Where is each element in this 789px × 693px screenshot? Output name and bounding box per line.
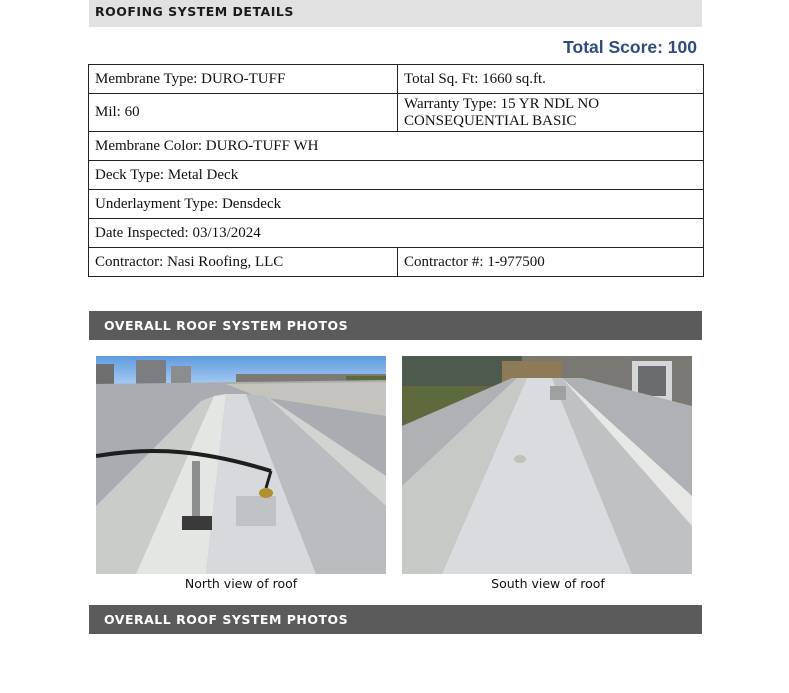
- total-sq-ft-cell: Total Sq. Ft: 1660 sq.ft.: [398, 65, 704, 94]
- total-score: Total Score: 100: [563, 37, 697, 57]
- table-row: [89, 161, 704, 190]
- date-inspected-cell: Date Inspected: 03/13/2024: [89, 219, 704, 248]
- mil-cell: Mil: 60: [89, 94, 398, 132]
- overall-roof-photos-header-2: OVERALL ROOF SYSTEM PHOTOS: [89, 605, 702, 634]
- north-view-caption: North view of roof: [184, 576, 298, 591]
- warranty-type-line1: Warranty Type: 15 YR NDL NO: [404, 95, 600, 112]
- table-row: [89, 219, 704, 248]
- deck-type-cell: Deck Type: Metal Deck: [89, 161, 704, 190]
- underlayment-type-cell: Underlayment Type: Densdeck: [89, 190, 704, 219]
- table-row: [89, 190, 704, 219]
- warranty-type-cell: [398, 94, 704, 132]
- membrane-type-cell: Membrane Type: DURO-TUFF: [89, 65, 398, 94]
- south-view-caption: South view of roof: [491, 576, 605, 591]
- overall-roof-photos-header: OVERALL ROOF SYSTEM PHOTOS: [89, 311, 702, 340]
- contractor-cell: Contractor: Nasi Roofing, LLC: [89, 248, 398, 277]
- roofing-system-details-header: ROOFING SYSTEM DETAILS: [89, 0, 702, 27]
- contractor-number-cell: Contractor #: 1-977500: [398, 248, 704, 277]
- table-row: [89, 132, 704, 161]
- table-row: [89, 94, 704, 132]
- membrane-color-cell: Membrane Color: DURO-TUFF WH: [89, 132, 704, 161]
- table-row: [89, 248, 704, 277]
- table-row: [89, 65, 704, 94]
- north-roof-photo: [96, 356, 386, 574]
- south-roof-photo: [402, 356, 692, 574]
- roofing-details-table: [88, 64, 704, 277]
- warranty-type-line2: CONSEQUENTIAL BASIC: [404, 112, 577, 129]
